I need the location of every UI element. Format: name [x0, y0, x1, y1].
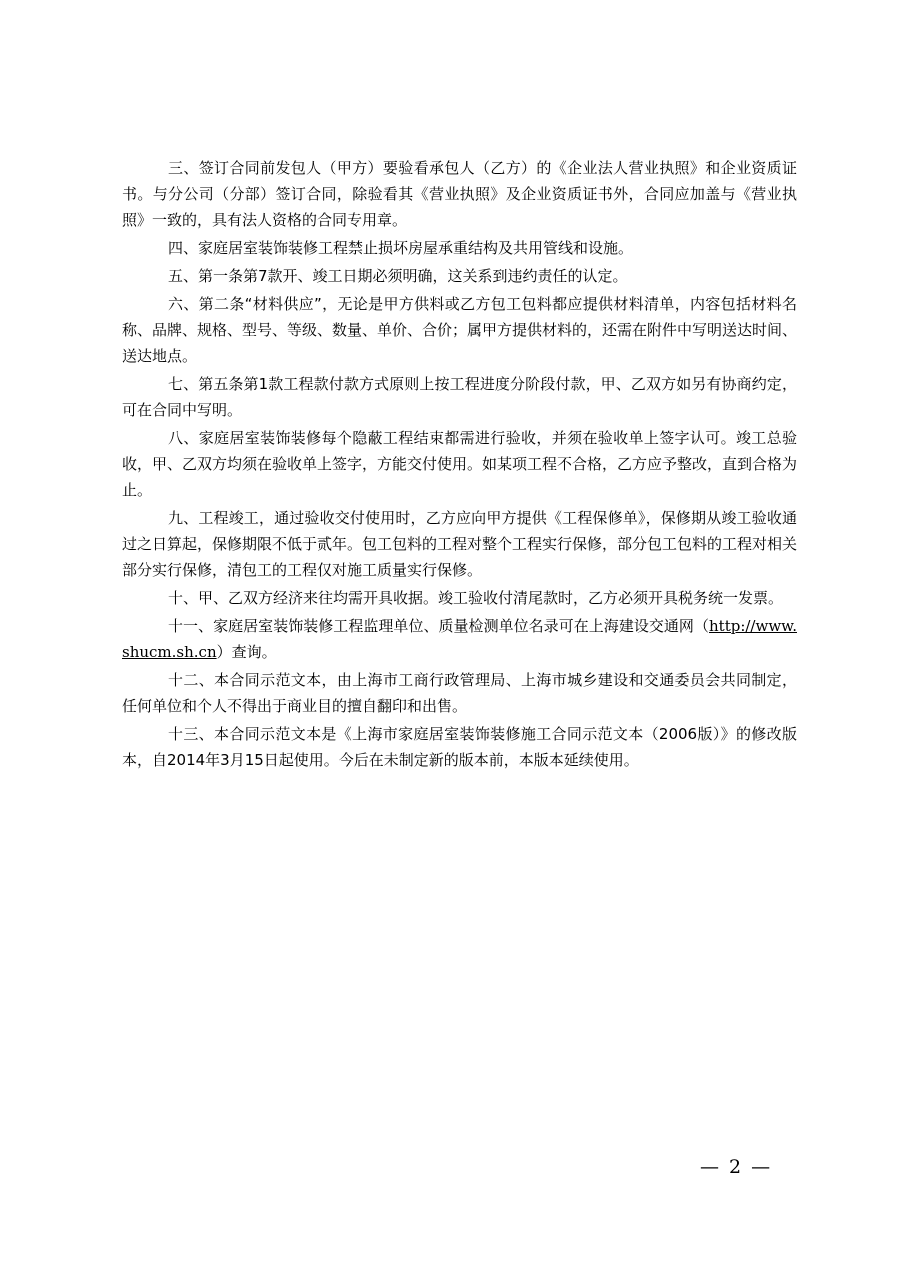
- paragraph-11-text-before: 十一、家庭居室装饰装修工程监理单位、质量检测单位名录可在上海建设交通网（: [168, 617, 709, 635]
- paragraph-7: 七、第五条第1款工程款付款方式原则上按工程进度分阶段付款，甲、乙双方如另有协商约定，可在合同中写明。: [122, 375, 797, 419]
- paragraph-13: 十三、本合同示范文本是《上海市家庭居室装饰装修施工合同示范文本（2006版）》的修改版本，自2014年3月15日起使用。今后在未制定新的版本前，本版本延续使用。: [122, 725, 797, 769]
- page-number: — 2 —: [700, 1156, 773, 1178]
- paragraph-4: 四、家庭居室装饰装修工程禁止损坏房屋承重结构及共用管线和设施。: [168, 239, 634, 257]
- paragraph-5: 五、第一条第7款开、竣工日期必须明确，这关系到违约责任的认定。: [168, 267, 628, 285]
- paragraph-6: 六、第二条“材料供应”，无论是甲方供料或乙方包工包料都应提供材料清单，内容包括材料名称、品牌、规格、型号、等级、数量、单价、合价；属甲方提供材料的，还需在附件中写明送达时间、送达地点。: [122, 295, 798, 365]
- paragraph-8: 八、家庭居室装饰装修每个隐蔽工程结束都需进行验收，并须在验收单上签字认可。竣工总验收，甲、乙双方均须在验收单上签字，方能交付使用。如某项工程不合格，乙方应予整改，直到合格为止。: [122, 429, 798, 499]
- paragraph-10: 十、甲、乙双方经济来往均需开具收据。竣工验收付清尾款时，乙方必须开具税务统一发票。: [168, 589, 784, 607]
- paragraph-11: [122, 613, 797, 665]
- document-body: [122, 155, 797, 775]
- paragraph-9: 九、工程竣工，通过验收交付使用时，乙方应向甲方提供《工程保修单》，保修期从竣工验收通过之日算起，保修期限不低于贰年。包工包料的工程对整个工程实行保修，部分包工包料的工程对相关部分实行保修，清包工的工程仅对施工质量实行保修。: [122, 509, 798, 579]
- paragraph-11-text-after: ）查询。: [216, 643, 277, 661]
- website-link[interactable]: http://www.shucm.sh.cn: [122, 617, 797, 661]
- paragraph-12: 十二、本合同示范文本，由上海市工商行政管理局、上海市城乡建设和交通委员会共同制定，任何单位和个人不得出于商业目的擅自翻印和出售。: [122, 671, 797, 715]
- paragraph-3: 三、签订合同前发包人（甲方）要验看承包人（乙方）的《企业法人营业执照》和企业资质证书。与分公司（分部）签订合同，除验看其《营业执照》及企业资质证书外，合同应加盖与《营业执照》一致的，具有法人资格的合同专用章。: [122, 159, 797, 229]
